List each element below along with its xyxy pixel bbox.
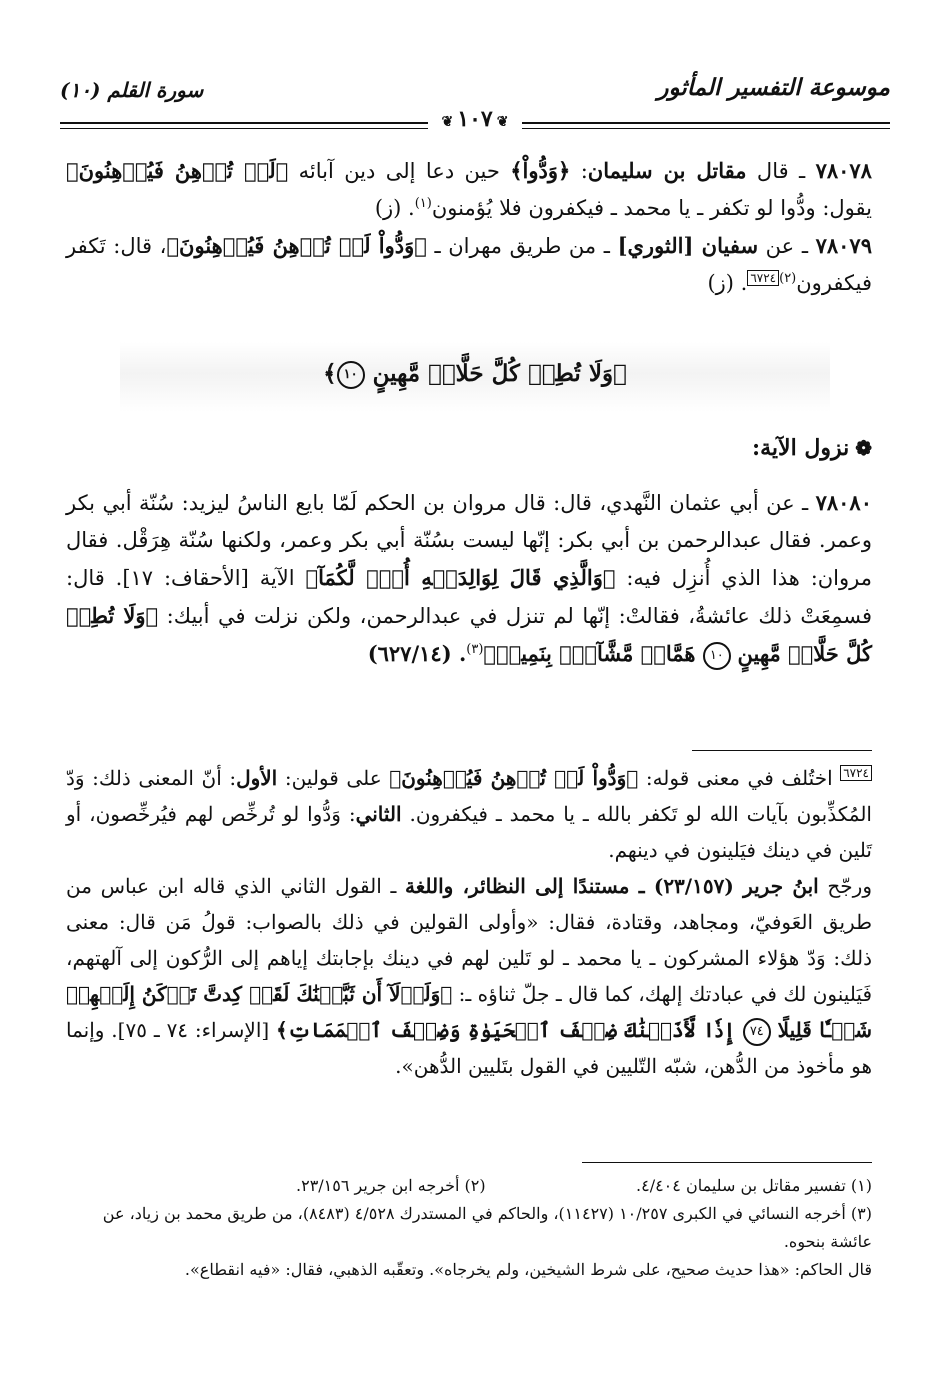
footnote-row [66, 1172, 872, 1200]
footnote-separator [582, 1162, 872, 1163]
ayah-number-marker: ١٠ [337, 361, 365, 389]
entry-number: ٧٨٠٨٠ [815, 490, 872, 515]
ayah-number-marker: ٧٤ [743, 1018, 771, 1046]
page-number-text: ١٠٧ [457, 106, 493, 132]
quran-quote: ﴿وَدُّواْ لَوۡ تُدۡهِنُ فَيُدۡهِنُونَ﴾ [166, 233, 427, 258]
entry-number: ٧٨٠٧٨ [815, 158, 872, 183]
section-title [752, 435, 872, 461]
quran-quote: ﴿وَالَّذِي قَالَ لِوَالِدَيۡهِ أُفّٖ لَّكُمَآ﴾ [305, 565, 616, 590]
footnote-marker[interactable]: (١) [414, 196, 432, 211]
entry-text: الآية [الأحقاف: ١٧]. قال: فسمِعَتْ ذلك عائشةُ، فقالتْ: إنّها لم تنزل في عبدالرحمن، ولكن نزلت في أبيك: [66, 566, 872, 628]
entry-78080-block [66, 484, 872, 673]
note-paragraph [66, 868, 872, 1084]
quran-quote: إِذٗا لَّأَذَقۡنَٰكَ ضِعۡفَ ٱلۡحَيَوٰةِ وَضِعۡفَ ٱلۡمَمَاتِ﴾ [276, 1018, 743, 1042]
ayah-text: ﴿وَلَا تُطِعۡ كُلَّ حَلَّافٖ مَّهِينٍ [372, 360, 627, 387]
entry-text: ، قال: تَكفر فيكفرون [66, 234, 872, 295]
flower-icon: ❁ [855, 436, 872, 460]
entry-text: يقول: ودُّوا لو تكفر ـ يا محمد ـ فيكفرون فلا يُؤمنون [431, 196, 872, 220]
ayah-heading [0, 360, 950, 389]
quran-quote: ﴿وَلَا تُطِعۡ كُلَّ حَلَّافٖ مَّهِينٍ [66, 603, 872, 666]
entry-number: ٧٨٠٧٩ [815, 233, 872, 258]
ornament-icon: ❦ [496, 114, 509, 130]
opinion-label: الثاني [355, 802, 402, 826]
note-reference-box: ٦٧٢٤ [840, 765, 872, 781]
ayah-number-marker: ١٠ [703, 642, 731, 670]
entry-text: ـ عن [758, 234, 816, 258]
note-text: [الإسراء: ٧٤ ـ ٧٥]. وإنما هو مأخوذ من الدُّهن، شبّه التّليين في القول بتَليين الدُّهن». [66, 1018, 872, 1078]
footnote-1: (١) تفسير مقاتل بن سليمان ٤/٤٠٤. [636, 1176, 872, 1195]
entries-block [66, 152, 872, 302]
ayah-close-bracket: ﴾ [323, 360, 337, 387]
quran-quote: ﴿وَدُّواْ لَوۡ تُدۡهِنُ فَيُدۡهِنُونَ﴾ [389, 766, 639, 790]
page-number [428, 106, 523, 132]
footnote-2: (٢) أخرجه ابن جرير ٢٣/١٥٦. [296, 1176, 486, 1195]
note-text: : وَدُّوا لو تُرخِّص لهم فيُرخِّصون، أو تَلين في دينك فيَلينون في دينهم. [66, 802, 872, 862]
footnote-marker[interactable]: (٣) [466, 642, 484, 657]
quran-quote: ﴿وَلَوۡلَآ أَن ثَبَّتۡنَٰكَ لَقَدۡ كِدتَّ تَرۡكَنُ إِلَيۡهِمۡ شَيۡـٔٗا قَلِيلًا [66, 982, 873, 1042]
entry-text: حين دعا إلى دين آبائه [288, 159, 511, 183]
footnote-marker[interactable]: (٢) [779, 271, 797, 286]
note-text: على قولين: [277, 766, 390, 790]
note-text: ورجّح [818, 874, 872, 898]
quran-quote: هَمَّازٖ مَّشَّآءِۭ بِنَمِيمٖ﴾ [483, 641, 703, 666]
note-text: ـ القول الثاني الذي قاله ابن عباس من طريق العَوفيّ، ومجاهد، وقتادة، فقال: «وأولى القولين في ذلك بالصواب: قولُ مَن قال: معنى ذلك: وَدّ هؤلاء المشركون ـ يا محمد ـ لو تَلين لهم في دينك بإجابتك إياهم إلى الرُّكون إلى آلهتهم، فَيَلينون لك في عبادتك إلهك، كما قال ـ جلّ ثناؤه ـ: [66, 874, 873, 1006]
quran-quote: ﴿وَدُّواْ﴾ [510, 158, 571, 183]
entry-78078 [66, 152, 872, 227]
commentary-note [66, 760, 872, 1084]
note-separator [692, 750, 872, 751]
entry-78079 [66, 227, 872, 302]
entry-text: ـ من طريق مهران ـ [426, 234, 618, 258]
entry-text: ـ عن أبي عثمان النَّهدي، قال: قال مروان بن الحكم لَمّا بايع الناسُ ليزيد: سُنّة أبي بكر وعمر. فقال عبدالرحمن بن أبي بكر: إنّها ليست بسُنّة أبي بكر وعمر، ولكنها سُنّة هِرَقْل. فقال مروان: هذا الذي أُنزِل فيه: [66, 491, 872, 590]
note-text: : أنّ المعنى ذلك: وَدّ المُكذِّبون بآيات الله لو تَكفر بالله ـ يا محمد ـ فيكفرون. [66, 766, 872, 826]
ornament-icon: ❦ [441, 114, 454, 130]
source-code: . (ز) [374, 196, 415, 220]
opinion-label: الأول [236, 766, 278, 790]
quran-quote: ﴿لَوۡ تُدۡهِنُ فَيُدۡهِنُونَ﴾ [66, 158, 289, 183]
entry-text: ـ قال [746, 159, 816, 183]
footnote-3: (٣) أخرجه النسائي في الكبرى ١٠/٢٥٧ (١١٤٢٧)، والحاكم في المستدرك ٤/٥٢٨ (٨٤٨٣)، من طريق محمد بن زياد، عن عائشة بنحوه. [102, 1204, 872, 1251]
section-title-text: نزول الآية: [752, 435, 850, 461]
source-code: . (٦٢٧/١٤) [367, 641, 467, 666]
narrator-name: سفيان [الثوري] [617, 233, 759, 258]
book-title: موسوعة التفسير المأثور [657, 74, 890, 101]
scholar-reference: ابنُ جرير (٢٣/١٥٧) ـ مستندًا إلى النظائر، واللغة [405, 874, 819, 898]
note-reference-box[interactable]: ٦٧٢٤ [747, 270, 779, 286]
page-number-row [0, 106, 950, 132]
narrator-name: مقاتل بن سليمان [587, 158, 747, 183]
note-text: اختُلف في معنى قوله: [638, 766, 841, 790]
surah-title: سورة القلم (١٠) [60, 78, 204, 102]
footnote-4: قال الحاكم: «هذا حديث صحيح، على شرط الشيخين، ولم يخرجاه». وتعقّبه الذهبي، فقال: «فيه انقطاع». [184, 1260, 872, 1279]
note-paragraph [66, 760, 872, 868]
source-code: . (ز) [707, 271, 748, 295]
footnotes [66, 1172, 872, 1284]
entry-text: : [570, 159, 588, 183]
entry-78080 [66, 484, 872, 673]
